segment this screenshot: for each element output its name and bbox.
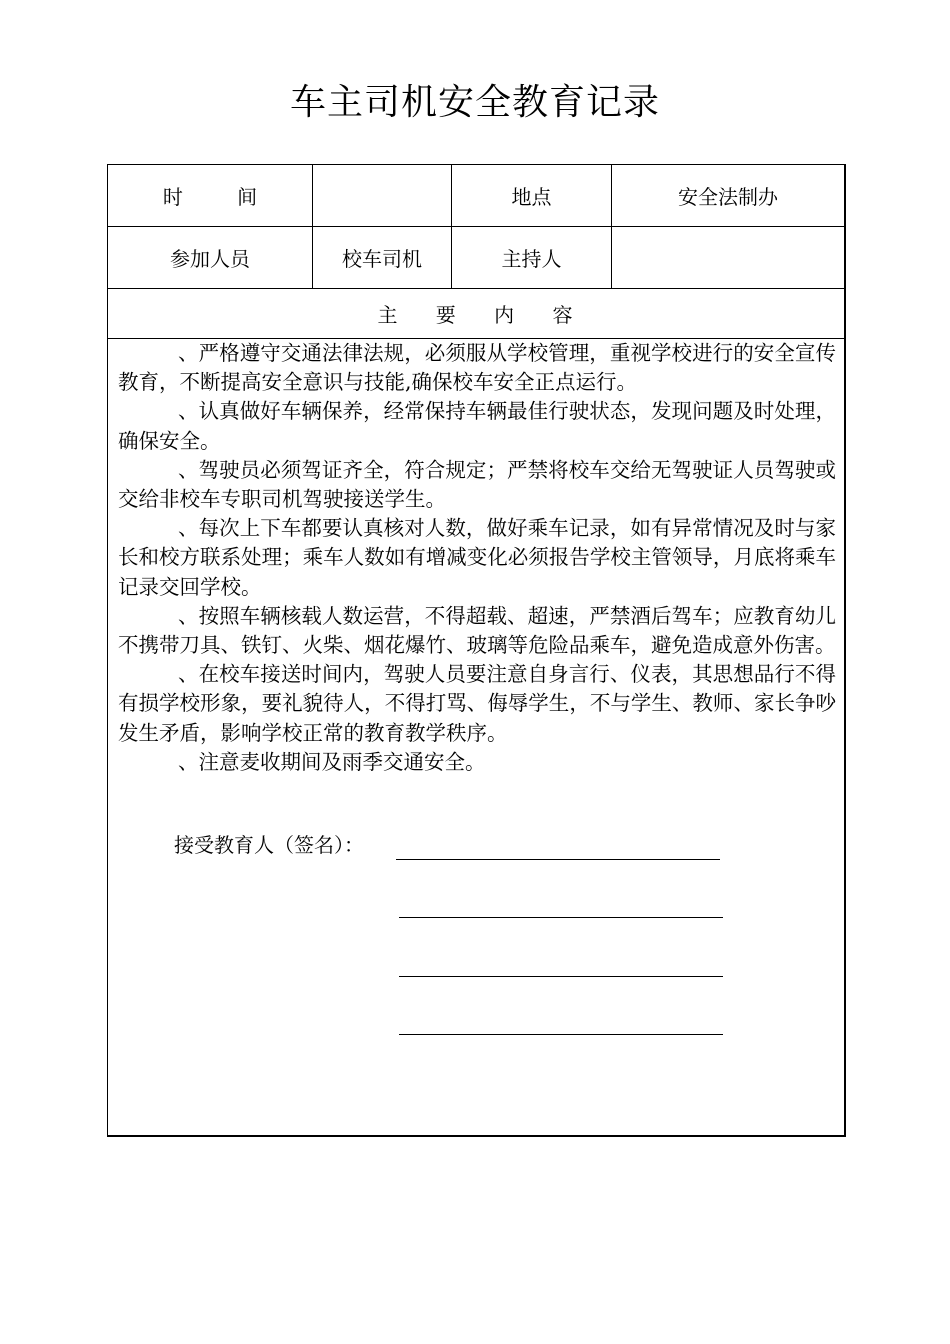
location-label: 地点	[452, 165, 612, 226]
host-label: 主持人	[452, 227, 612, 288]
participants-value: 校车司机	[313, 227, 452, 288]
table-row-time-location	[108, 165, 844, 227]
page-title: 车主司机安全教育记录	[289, 82, 660, 123]
content-item: 、驾驶员必须驾证齐全，符合规定；严禁将校车交给无驾驶证人员驾驶或交给非校车专职司机驾驶接送学生。	[118, 457, 836, 512]
section-heading: 主 要 内 容	[377, 303, 589, 327]
time-label: 时 间	[108, 165, 313, 226]
signature-line-2[interactable]	[399, 917, 723, 918]
signature-line-3[interactable]	[399, 976, 723, 977]
time-value[interactable]	[313, 165, 452, 226]
content-item: 、认真做好车辆保养，经常保持车辆最佳行驶状态，发现问题及时处理，确保安全。	[118, 399, 836, 453]
content-item: 、在校车接送时间内，驾驶人员要注意自身言行、仪表，其思想品行不得有损学校形象，要礼貌待人，不得打骂、侮辱学生，不与学生、教师、家长争吵发生矛盾，影响学校正常的教育教学秩序。	[118, 662, 836, 745]
signature-area	[174, 831, 814, 1051]
content-item: 、严格遵守交通法律法规，必须服从学校管理，重视学校进行的安全宣传教育，不断提高安全意识与技能,确保校车安全正点运行。	[118, 341, 836, 395]
content-item: 、注意麦收期间及雨季交通安全。	[178, 749, 486, 774]
content-body	[118, 339, 836, 777]
participants-label: 参加人员	[108, 227, 313, 288]
content-item: 、按照车辆核载人数运营，不得超载、超速，严禁酒后驾车；应教育幼儿不携带刀具、铁钉、火柴、烟花爆竹、玻璃等危险品乘车，避免造成意外伤害。	[118, 603, 836, 658]
signature-label: 接受教育人（签名）：	[174, 833, 364, 857]
table-row-heading	[108, 289, 844, 339]
host-value[interactable]	[612, 227, 844, 288]
content-item: 、每次上下车都要认真核对人数，做好乘车记录，如有异常情况及时与家长和校方联系处理；乘车人数如有增减变化必须报告学校主管领导，月底将乘车记录交回学校。	[118, 516, 836, 599]
table-row-participants-host	[108, 227, 844, 289]
location-value: 安全法制办	[678, 185, 778, 209]
signature-line-4[interactable]	[399, 1034, 723, 1035]
record-table	[107, 164, 846, 1137]
signature-line-1[interactable]	[396, 859, 720, 860]
